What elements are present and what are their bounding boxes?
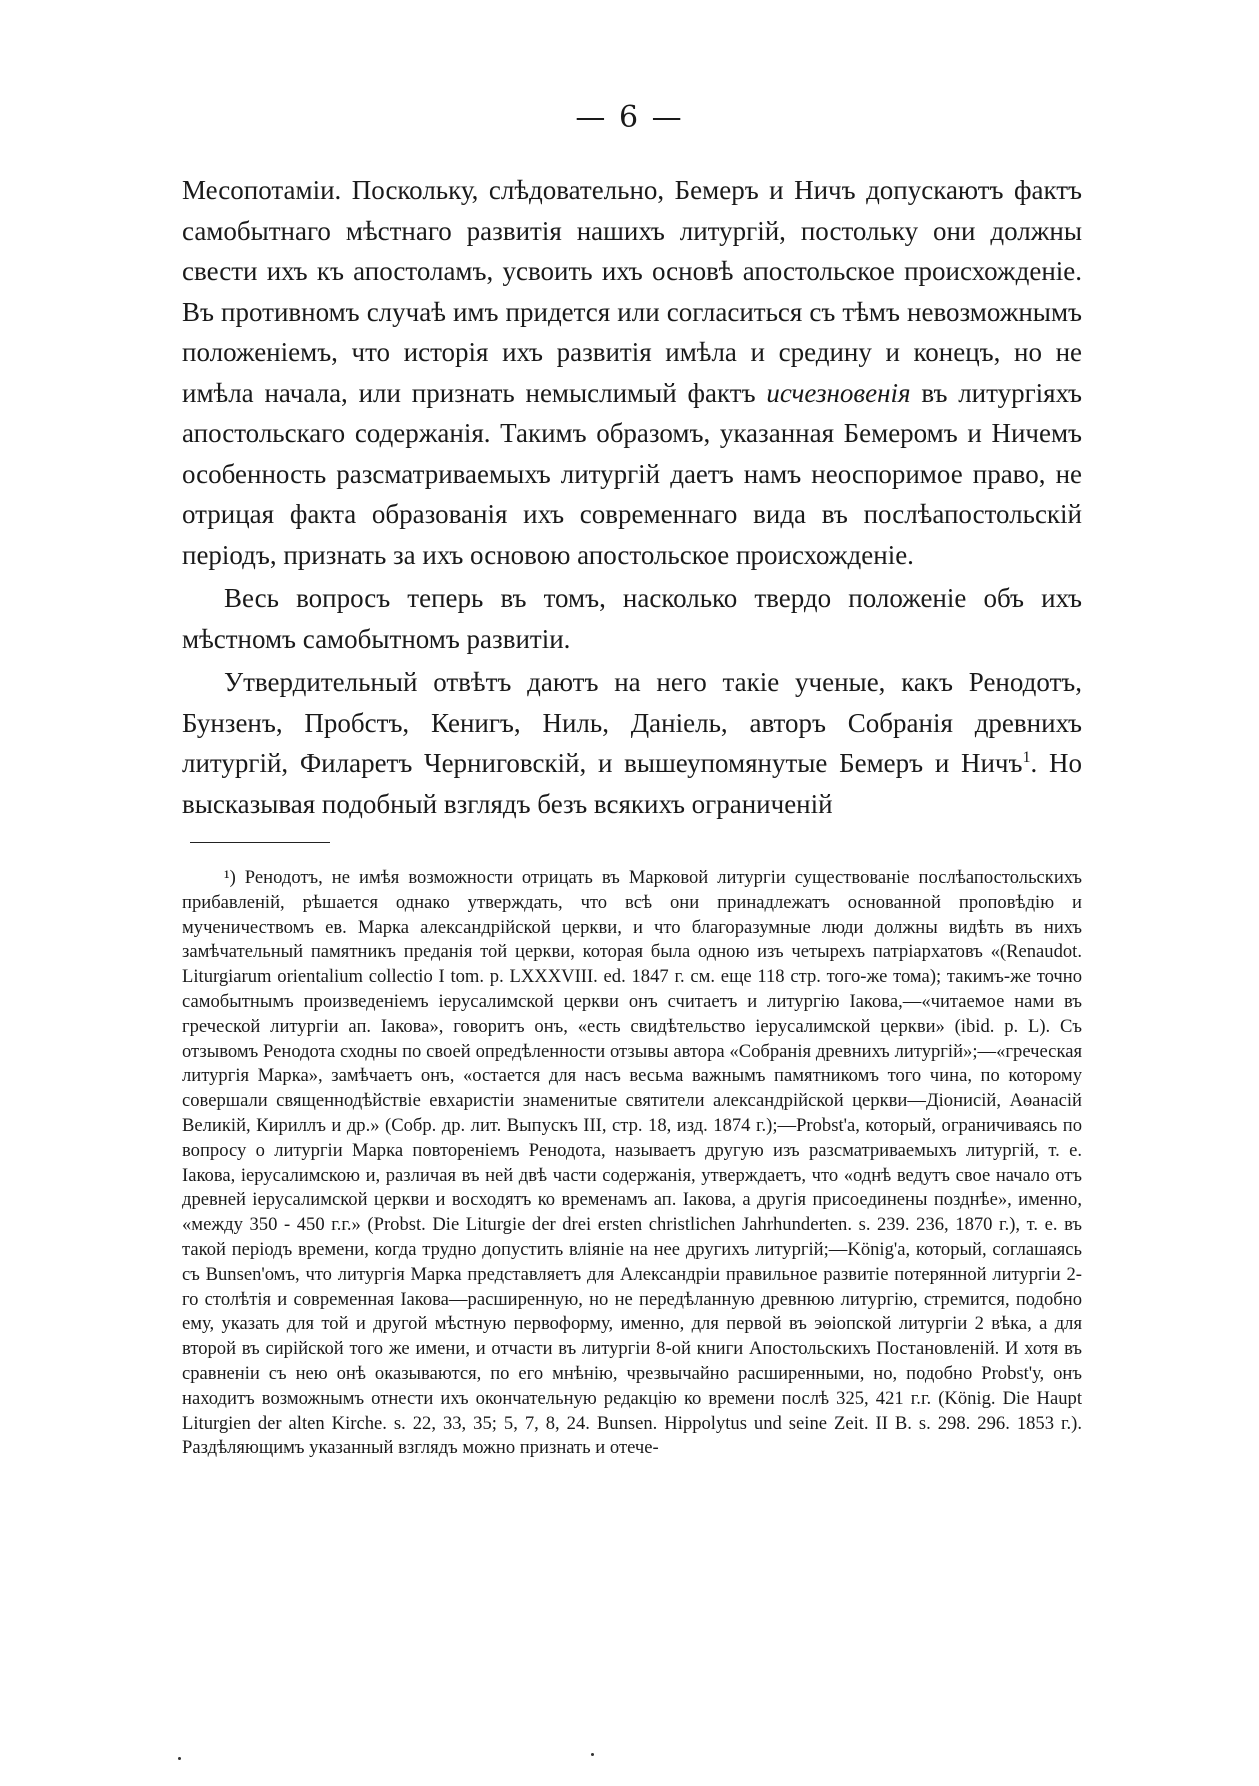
paragraph-1-text-a: Месопотаміи. Поскольку, слѣдовательно, Бемеръ и Ничъ допускаютъ фактъ самобытнаго мѣстнаго развитія нашихъ литургій, постольку они должны свести ихъ къ апостоламъ, усвоить ихъ основѣ апостольское происхожденіе. Въ противномъ случаѣ имъ придется или согласиться съ тѣмъ невозможнымъ положеніемъ, что исторія ихъ развитія имѣла и средину и конецъ, но не имѣла начала, или признать немыслимый фактъ (182, 175, 1082, 408)
main-text (182, 170, 1082, 824)
page-number: — 6 — (575, 100, 684, 135)
footnote-marker: ¹) (224, 867, 236, 888)
scan-speck (178, 1757, 181, 1760)
footnote-reference[interactable]: 1 (1022, 748, 1031, 766)
paragraph-2: Весь вопросъ теперь въ томъ, насколько твердо положеніе объ ихъ мѣстномъ самобытномъ развитіи. (182, 583, 1082, 654)
paragraph-1 (182, 170, 1082, 575)
footnote-text: Ренодотъ, не имѣя возможности отрицать въ Марковой литургіи существованіе послѣапостольскихъ прибавленій, рѣшается однако утверждать, что всѣ они принадлежатъ основанной проповѣдію и мученичествомъ ев. Марка александрійской церкви, и что благоразумные люди должны видѣть въ нихъ замѣчательный памятникъ преданія той церкви, которая была одною изъ четырехъ патріархатовъ «(Renaudot. Liturgiarum orientalium collectio I tom. p. LXXXVIII. ed. 1847 г. см. еще 118 стр. того-же тома); такимъ-же точно самобытнымъ произведеніемъ іерусалимской церкви онъ считаетъ и литургію Іакова,—«читаемое нами въ греческой литургіи ап. Іакова», говоритъ онъ, «есть свидѣтельство іерусалимской церкви» (ibid. p. L). Съ отзывомъ Ренодота сходны по своей опредѣленности отзывы автора «Собранія древнихъ литургій»;—«греческая литургія Марка», замѣчаетъ онъ, «остается для насъ весьма важнымъ памятникомъ того чина, по которому совершали священнодѣйствіе евхаристіи знаменитые святители александрійской церкви—Діонисій, Аѳанасій Великій, Кириллъ и др.» (Собр. др. лит. Выпускъ III, стр. 18, изд. 1874 г.);—Probst'a, который, ограничиваясь по вопросу о литургіи Марка повтореніемъ Ренодота, называетъ другую изъ разсматриваемыхъ литургій, т. е. Іакова, іерусалимскою и, различая въ ней двѣ части содержанія, утверждаетъ, что «однѣ ведутъ свое начало отъ древней іерусалимской церкви и восходятъ ко временамъ ап. Іакова, а другія присоединены позднѣе», именно, «между 350 - 450 г.г.» (Probst. Die Liturgie der drei ersten christlichen Jahrhunderten. s. 239. 236, 1870 г.), т. е. въ такой періодъ времени, когда трудно допустить вліяніе на нее другихъ литургій;—König'a, который, соглашаясь съ Bunsen'омъ, что литургія Марка представляетъ для Александріи правильное развитіе потерянной литургіи 2-го столѣтія и современная Іакова—расширенную, но не передѣланную древнюю литургію, стремится, подобно ему, указать для той и другой мѣстную первоформу, именно, для первой въ эѳіопской литургіи 2 вѣка, а для второй въ сирійской того же имени, и отчасти въ литургіи 8-ой книги Апостольскихъ Постановленій. И хотя въ сравненіи съ нею онѣ оказываются, по его мнѣнію, чрезвычайно расширенными, но, подобно Probst'у, онъ находитъ возможнымъ отнести ихъ окончательную редакцію ко времени послѣ 325, 421 г.г. (König. Die Haupt Liturgien der alten Kirche. s. 22, 33, 35; 5, 7, 8, 24. Bunsen. Hippolytus und seine Zeit. II B. s. 298. 296. 1853 г.). Раздѣляющимъ указанный взглядъ можно признать и отече- (182, 867, 1082, 1459)
scan-speck (591, 1753, 594, 1756)
paragraph-1-emphasis: исчезновенія (766, 377, 911, 408)
paragraph-3-text-b: . Но высказывая подобный взглядъ безъ всякихъ ограниченій (182, 748, 1082, 819)
paragraph-1-text-b: въ литургіяхъ апостольскаго содержанія. Такимъ образомъ, указанная Бемеромъ и Ничемъ особенность разсматриваемыхъ литургій даетъ намъ неоспоримое право, не отрицая факта образованія ихъ современнаго вида въ послѣапостольскій періодъ, признать за ихъ основою апостольское происхожденіе. (182, 377, 1082, 570)
footnote-1 (182, 866, 1082, 1461)
paragraph-3 (182, 662, 1082, 824)
paragraph-3-text-a: Утвердительный отвѣтъ даютъ на него такіе ученые, какъ Ренодотъ, Бунзенъ, Пробстъ, Кенигъ, Ниль, Даніель, авторъ Собранія древнихъ литургій, Филаретъ Черниговскій, и вышеупомянутые Бемеръ и Ничъ (182, 667, 1082, 778)
footnote-divider (190, 842, 330, 843)
